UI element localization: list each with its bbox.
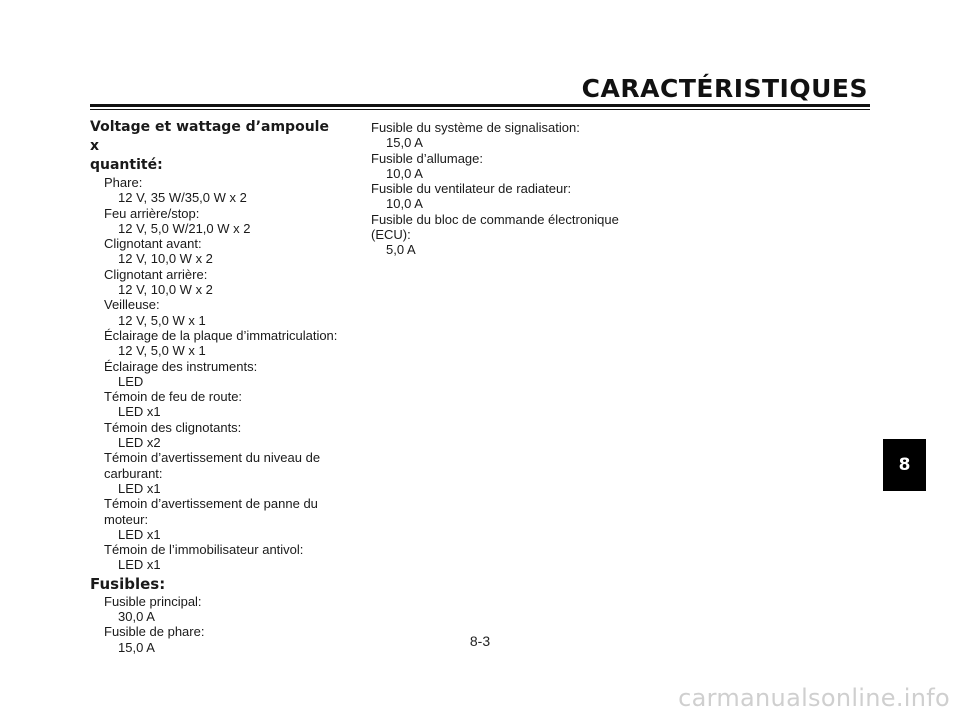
bulb-section-title-line2: quantité: xyxy=(90,157,163,173)
spec-value: LED x1 xyxy=(118,404,161,420)
spec-label: Fusible du système de signalisation: xyxy=(371,120,580,135)
spec-item-turn-signal-indicator xyxy=(90,420,340,451)
spec-label: Fusible du ventilateur de radiateur: xyxy=(371,181,572,197)
watermark: carmanualsonline.info xyxy=(678,684,950,712)
spec-label: Phare: xyxy=(104,175,143,190)
spec-item-rear-turn-signal xyxy=(90,267,340,298)
chapter-tab: 8 xyxy=(883,439,926,491)
page-number: 8-3 xyxy=(469,633,491,649)
spec-label: Fusible d’allumage: xyxy=(371,150,484,166)
spec-item-radiator-fan-fuse xyxy=(371,181,621,212)
spec-value: 12 V, 5,0 W x 1 xyxy=(118,343,206,359)
spec-item-position-light xyxy=(90,297,340,328)
spec-value: 12 V, 35 W/35,0 W x 2 xyxy=(118,190,247,206)
spec-item-main-fuse xyxy=(90,594,340,625)
spec-value: 10,0 A xyxy=(386,165,423,181)
spec-label: Feu arrière/stop: xyxy=(104,205,200,221)
spec-item-ignition-fuse xyxy=(371,151,621,182)
spec-item-front-turn-signal xyxy=(90,236,340,267)
bulb-section-title-line1: Voltage et wattage d’ampoule x xyxy=(90,119,329,154)
spec-item-meter-lighting xyxy=(90,359,340,390)
spec-label-line2: carburant: xyxy=(104,465,163,481)
spec-value: LED x1 xyxy=(118,526,161,542)
spec-value: 12 V, 10,0 W x 2 xyxy=(118,282,213,298)
fuse-section-title: Fusibles: xyxy=(90,574,166,593)
spec-value: LED x1 xyxy=(118,557,161,573)
spec-label: Clignotant arrière: xyxy=(104,266,208,282)
spec-item-signaling-fuse xyxy=(371,120,621,151)
spec-item-tail-brake-light xyxy=(90,206,340,237)
spec-item-fuel-level-warning xyxy=(90,450,340,496)
spec-value: 12 V, 5,0 W x 1 xyxy=(118,312,206,328)
spec-label: Témoin de l’immobilisateur antivol: xyxy=(104,542,304,558)
spec-value: 15,0 A xyxy=(386,135,423,151)
spec-label: Veilleuse: xyxy=(104,297,160,313)
page-title: CARACTÉRISTIQUES xyxy=(581,74,868,103)
spec-item-ecu-fuse xyxy=(371,212,621,258)
header-rule-thick xyxy=(90,104,870,107)
left-column xyxy=(90,118,340,655)
header-rule-thin xyxy=(90,109,870,110)
spec-item-immobilizer-indicator xyxy=(90,542,340,573)
spec-label-line1: Témoin d’avertissement du niveau de xyxy=(104,450,321,466)
bulb-section-title xyxy=(90,118,340,175)
spec-label-line2: (ECU): xyxy=(371,227,411,243)
spec-label: Éclairage de la plaque d’immatriculation: xyxy=(104,327,338,343)
spec-item-engine-trouble-warning xyxy=(90,496,340,542)
spec-value: LED xyxy=(118,373,144,389)
spec-label-line2: moteur: xyxy=(104,511,149,527)
spec-label: Fusible principal: xyxy=(104,593,202,609)
spec-value: 10,0 A xyxy=(386,196,423,212)
spec-item-headlight xyxy=(90,175,340,206)
spec-value: 12 V, 5,0 W/21,0 W x 2 xyxy=(118,220,251,236)
spec-value: LED x2 xyxy=(118,435,161,451)
spec-value: LED x1 xyxy=(118,480,161,496)
spec-value: 5,0 A xyxy=(386,242,416,258)
spec-label: Témoin de feu de route: xyxy=(104,389,243,405)
spec-label: Témoin des clignotants: xyxy=(104,419,242,435)
spec-label: Clignotant avant: xyxy=(104,236,202,252)
spec-item-high-beam-indicator xyxy=(90,389,340,420)
spec-label: Fusible de phare: xyxy=(104,624,205,640)
spec-label: Éclairage des instruments: xyxy=(104,358,258,374)
spec-value: 30,0 A xyxy=(118,609,155,625)
spec-label-line1: Témoin d’avertissement de panne du xyxy=(104,496,318,512)
right-column xyxy=(371,120,621,258)
spec-item-license-plate-light xyxy=(90,328,340,359)
spec-value: 15,0 A xyxy=(118,639,155,655)
spec-value: 12 V, 10,0 W x 2 xyxy=(118,251,213,267)
spec-label-line1: Fusible du bloc de commande électronique xyxy=(371,211,619,227)
